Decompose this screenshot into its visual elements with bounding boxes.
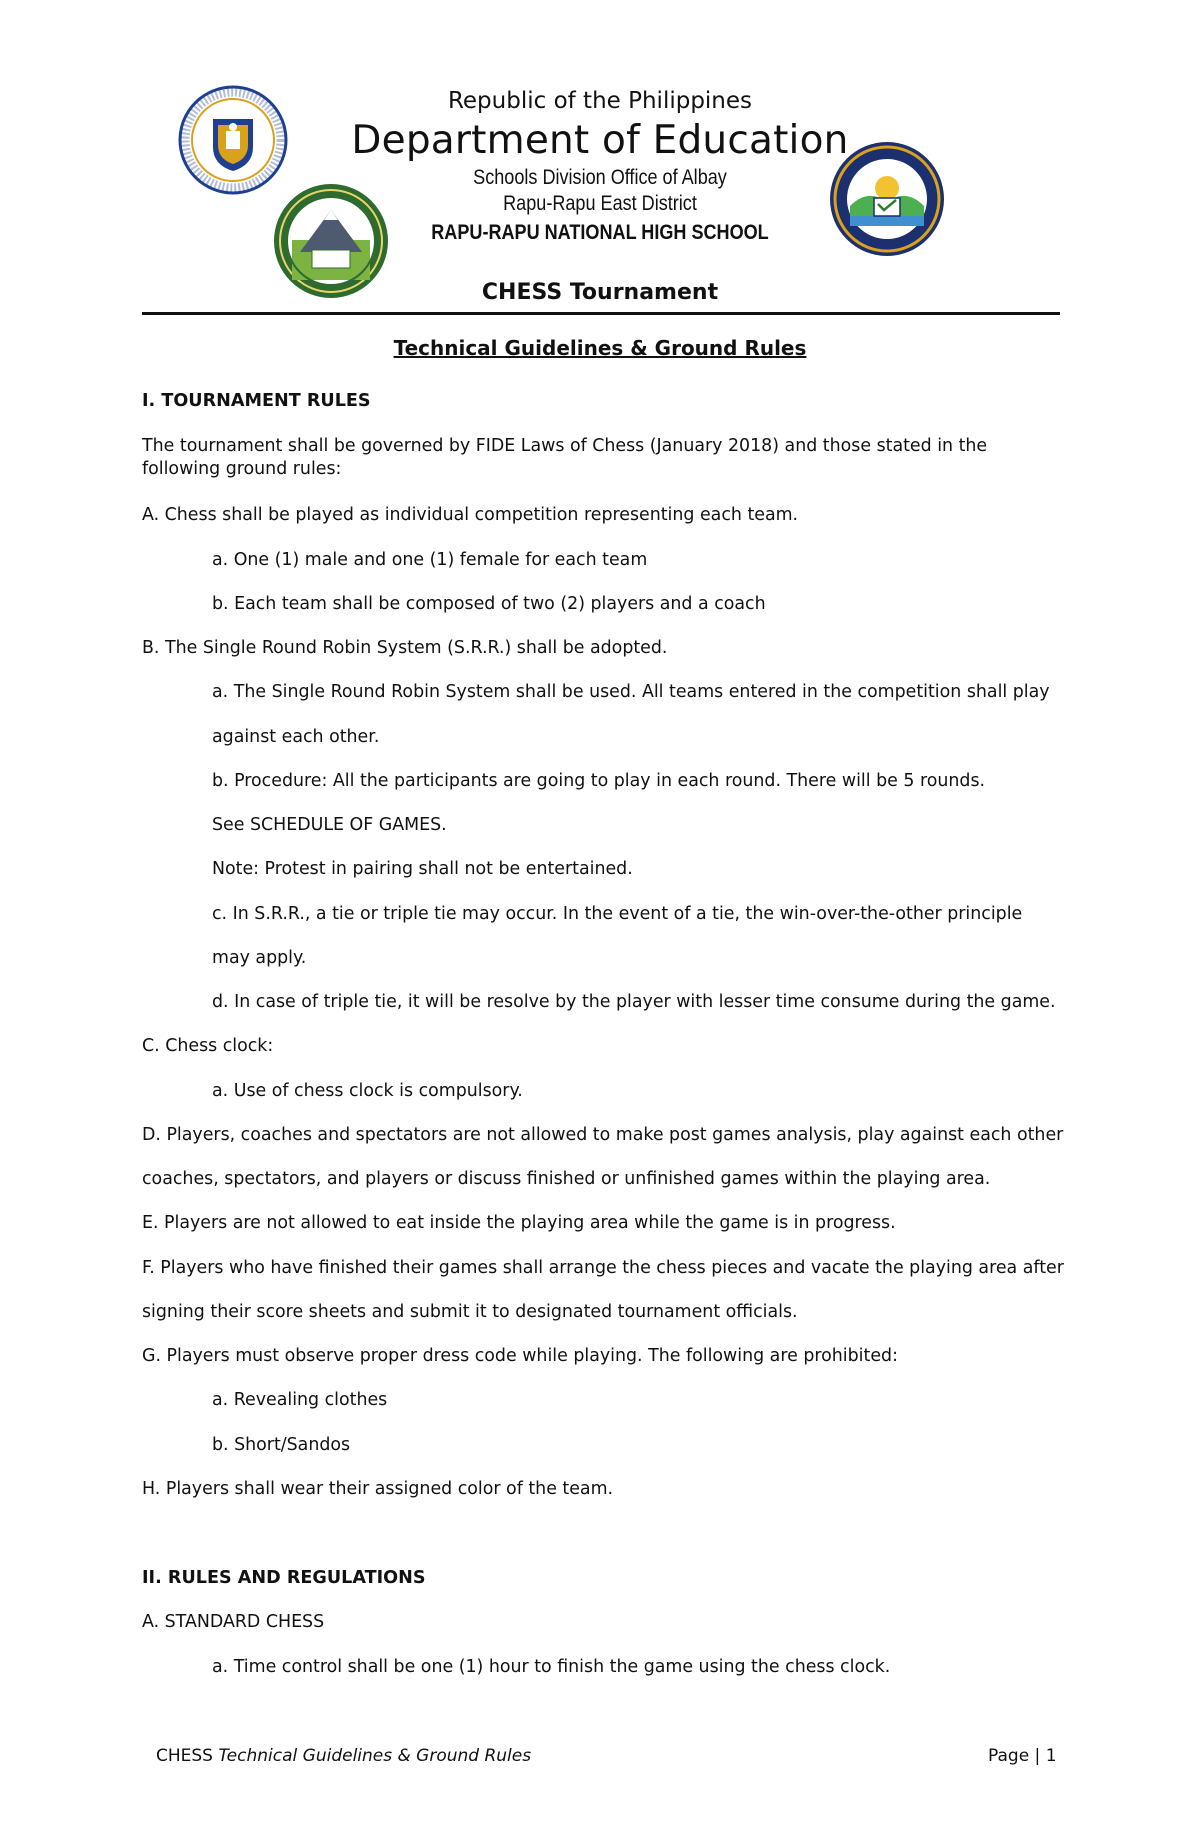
rule-item: H. Players shall wear their assigned color of the team. (142, 1479, 614, 1499)
rule-subitem: b. Each team shall be composed of two (2) players and a coach (212, 594, 766, 614)
rule-subitem: a. Revealing clothes (212, 1390, 388, 1410)
rule-item: A. STANDARD CHESS (142, 1612, 325, 1632)
rule-item: B. The Single Round Robin System (S.R.R.) shall be adopted. (142, 638, 668, 658)
page-number: Page | 1 (988, 1746, 1057, 1766)
rule-item: signing their score sheets and submit it to designated tournament officials. (142, 1302, 798, 1322)
division-office: Schools Division Office of Albay (473, 166, 727, 189)
section-heading: II. RULES AND REGULATIONS (142, 1568, 426, 1588)
rule-subitem: may apply. (212, 948, 307, 968)
rule-subitem: d. In case of triple tie, it will be resolve by the player with lesser time consume during the game. (212, 992, 1056, 1012)
paragraph: The tournament shall be governed by FIDE Laws of Chess (January 2018) and those stated in the (142, 436, 988, 456)
rule-subitem: b. Short/Sandos (212, 1435, 351, 1455)
rule-item: D. Players, coaches and spectators are not allowed to make post games analysis, play against each other (142, 1125, 1064, 1145)
event-title: CHESS Tournament (481, 280, 719, 305)
rule-item: F. Players who have finished their games shall arrange the chess pieces and vacate the playing area after (142, 1258, 1064, 1278)
rule-subitem: a. Use of chess clock is compulsory. (212, 1081, 523, 1101)
rule-subitem: b. Procedure: All the participants are going to play in each round. There will be 5 rounds. (212, 771, 986, 791)
rule-subitem: a. The Single Round Robin System shall be used. All teams entered in the competition shall play (212, 682, 1050, 702)
rule-subitem: c. In S.R.R., a tie or triple tie may occur. In the event of a tie, the win-over-the-other principle (212, 904, 1023, 924)
rule-item: A. Chess shall be played as individual competition representing each team. (142, 505, 799, 525)
rule-subitem: a. One (1) male and one (1) female for each team (212, 550, 648, 570)
rule-item: C. Chess clock: (142, 1036, 274, 1056)
footer-title (156, 1746, 531, 1766)
rule-note: Note: Protest in pairing shall not be entertained. (212, 859, 633, 879)
district-name: Rapu-Rapu East District (503, 192, 697, 215)
paragraph: following ground rules: (142, 459, 342, 479)
rule-item: coaches, spectators, and players or discuss finished or unfinished games within the playing area. (142, 1169, 991, 1189)
rule-subitem: See SCHEDULE OF GAMES. (212, 815, 447, 835)
rule-subitem: a. Time control shall be one (1) hour to finish the game using the chess clock. (212, 1657, 891, 1677)
footer-title-italic: Technical Guidelines & Ground Rules (218, 1746, 532, 1766)
rule-subitem: against each other. (212, 727, 380, 747)
department-name: Department of Education (351, 118, 849, 163)
document-title: Technical Guidelines & Ground Rules (393, 336, 807, 360)
rule-item: G. Players must observe proper dress code while playing. The following are prohibited: (142, 1346, 898, 1366)
section-heading: I. TOURNAMENT RULES (142, 391, 371, 411)
school-name: RAPU-RAPU NATIONAL HIGH SCHOOL (431, 221, 769, 244)
footer-title-prefix: CHESS (156, 1746, 219, 1766)
header-divider (142, 312, 1060, 315)
rule-item: E. Players are not allowed to eat inside the playing area while the game is in progress. (142, 1213, 896, 1233)
republic-line: Republic of the Philippines (447, 88, 753, 114)
